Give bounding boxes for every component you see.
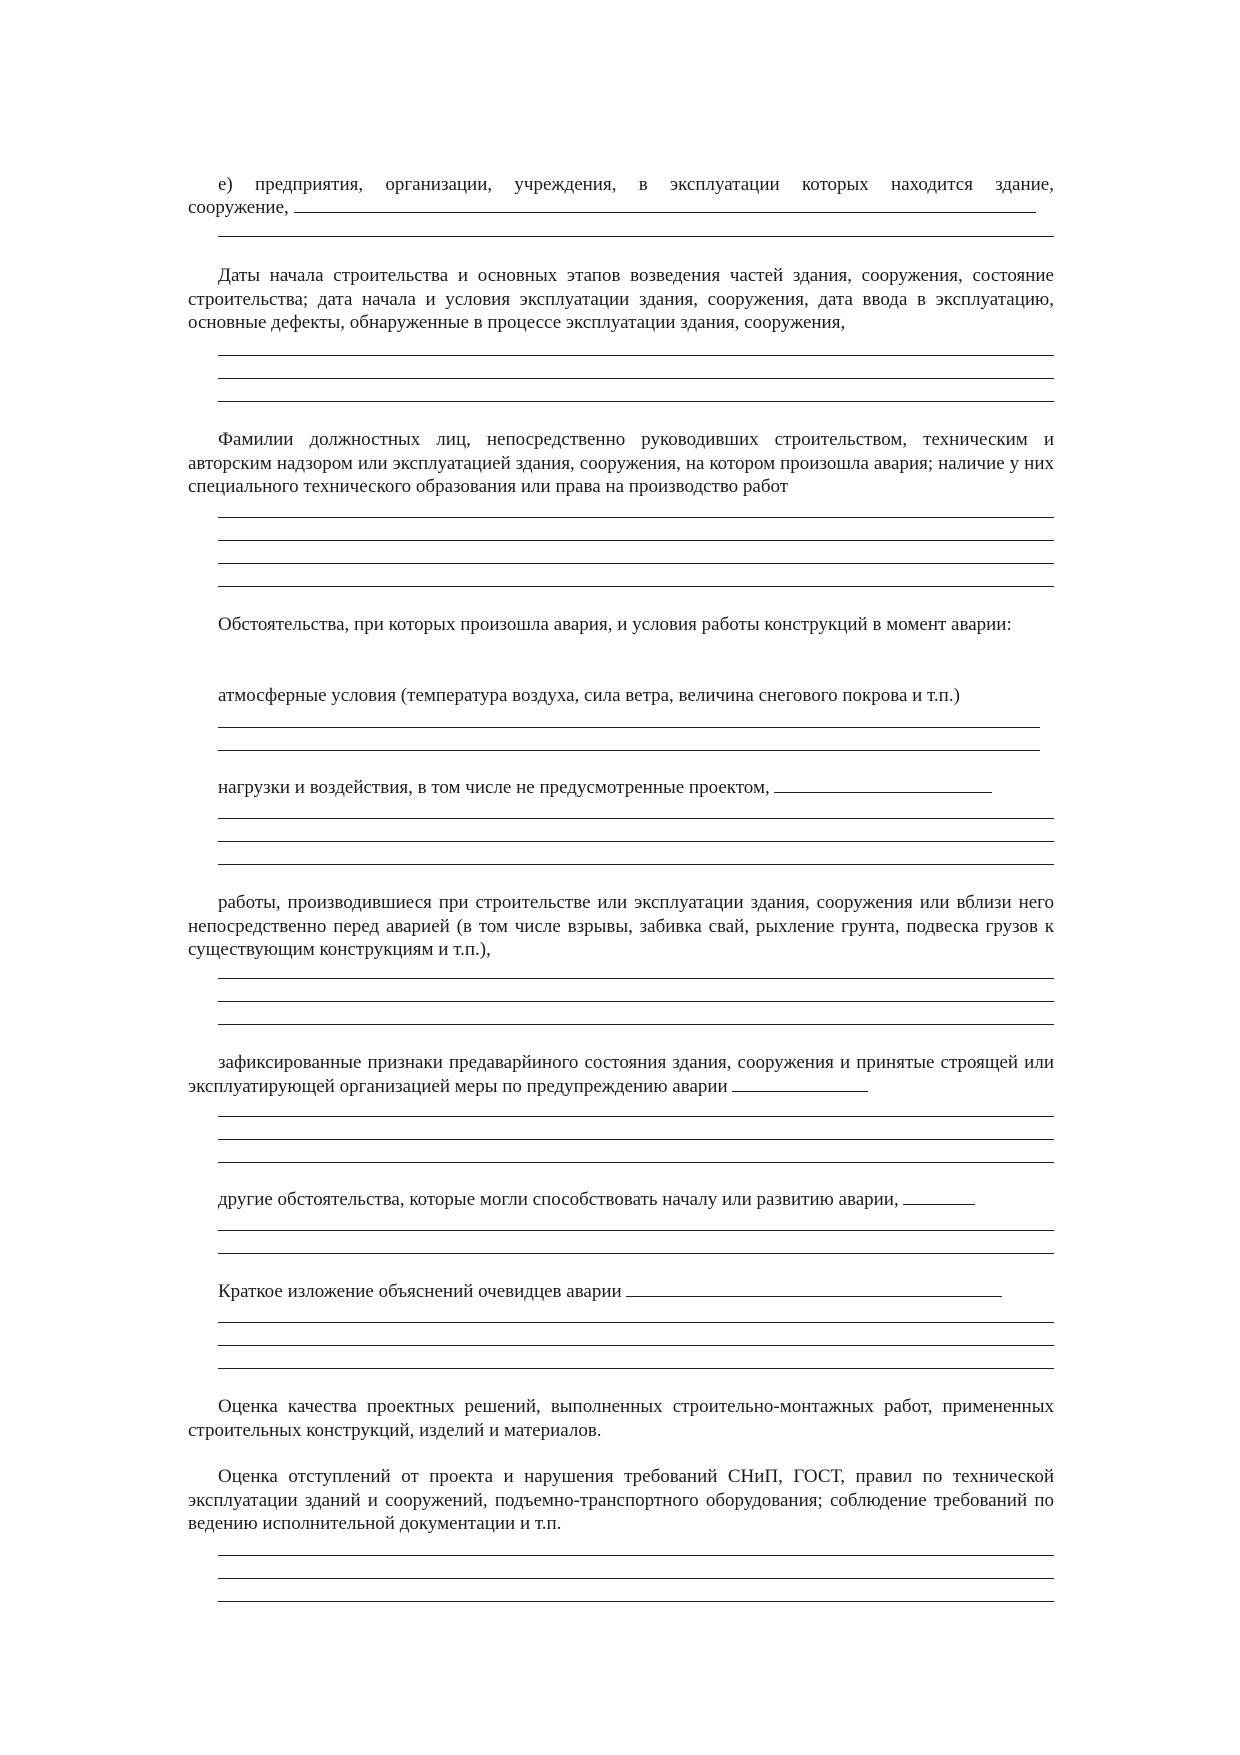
fill-line[interactable] xyxy=(218,1345,1054,1346)
fill-line[interactable] xyxy=(626,1280,1002,1297)
paragraph-text: Краткое изложение объяснений очевидцев аварии xyxy=(218,1281,622,1302)
fill-line[interactable] xyxy=(218,1555,1054,1556)
paragraph-text: Оценка отступлений от проекта и нарушения требований СНиП, ГОСТ, правил по технической эксплуатации зданий и сооружений, подъемно-транспортного оборудования; соблюдение требований по ведению исполнительной документации и т.п. xyxy=(188,1466,1054,1534)
fill-line[interactable] xyxy=(218,1230,1054,1231)
paragraph-text: Оценка качества проектных решений, выполненных строительно-монтажных работ, примененных строительных конструкций, изделий и материалов. xyxy=(188,1396,1054,1441)
fill-line[interactable] xyxy=(218,1139,1054,1140)
paragraph-text: Обстоятельства, при которых произошла авария, и условия работы конструкций в момент аварии: xyxy=(218,614,1012,635)
paragraph-text: сооружение, xyxy=(188,197,289,218)
fill-line[interactable] xyxy=(218,978,1054,979)
paragraph-text: Даты начала строительства и основных этапов возведения частей здания, сооружения, состояние строительства; дата начала и условия эксплуатации здания, сооружения, дата ввода в эксплуатацию, основные дефекты, обнаруженные в процессе эксплуатации здания, сооружения, xyxy=(188,265,1054,333)
fill-line[interactable] xyxy=(294,196,1036,213)
fill-line[interactable] xyxy=(903,1188,975,1205)
paragraph-accident-circumstances xyxy=(188,613,1054,637)
fill-line[interactable] xyxy=(218,727,1040,728)
paragraph-witness-statements xyxy=(188,1280,1054,1304)
fill-line[interactable] xyxy=(218,1368,1054,1369)
paragraph-weather-conditions xyxy=(188,684,1054,708)
paragraph-responsible-officials xyxy=(188,428,1054,499)
fill-line[interactable] xyxy=(218,864,1054,865)
fill-line[interactable] xyxy=(218,1024,1054,1025)
fill-line[interactable] xyxy=(732,1075,868,1092)
fill-line[interactable] xyxy=(218,1578,1054,1579)
fill-line[interactable] xyxy=(218,236,1054,237)
fill-line[interactable] xyxy=(218,355,1054,356)
fill-line[interactable] xyxy=(218,378,1054,379)
paragraph-construction-dates xyxy=(188,264,1054,335)
fill-line[interactable] xyxy=(218,1601,1054,1602)
paragraph-other-circumstances xyxy=(188,1188,1054,1212)
fill-line[interactable] xyxy=(218,1253,1054,1254)
paragraph-text: работы, производившиеся при строительстве или эксплуатации здания, сооружения или вблизи него непосредственно перед аварией (в том числе взрывы, забивка свай, рыхление грунта, подвеска грузов к существующим конструкциям и т.п.), xyxy=(188,892,1054,960)
paragraph-operating-organizations-cont xyxy=(188,196,1054,220)
fill-line[interactable] xyxy=(218,540,1054,541)
paragraph-text: нагрузки и воздействия, в том числе не предусмотренные проектом, xyxy=(218,777,770,798)
paragraph-works-performed xyxy=(188,891,1054,962)
paragraph-text: зафиксированные признаки предаварйиного состояния здания, сооружения и принятые строящей или эксплуатирующей организацией меры по предупреждению аварии xyxy=(188,1052,1054,1097)
fill-line[interactable] xyxy=(218,1322,1054,1323)
paragraph-text: атмосферные условия (температура воздуха, сила ветра, величина снегового покрова и т.п.) xyxy=(218,685,960,706)
fill-line[interactable] xyxy=(218,1001,1054,1002)
fill-line[interactable] xyxy=(218,1162,1054,1163)
paragraph-text: е) предприятия, организации, учреждения, в эксплуатации которых находится здание, xyxy=(218,174,1054,195)
fill-line[interactable] xyxy=(218,586,1054,587)
paragraph-text: Фамилии должностных лиц, непосредственно руководивших строительством, техническим и авторским надзором или эксплуатацией здания, сооружения, на котором произошла авария; наличие у них специального технического образования или права на производство работ xyxy=(188,429,1054,497)
paragraph-text: другие обстоятельства, которые могли способствовать началу или развитию аварии, xyxy=(218,1189,899,1210)
fill-line[interactable] xyxy=(218,517,1054,518)
fill-line[interactable] xyxy=(218,401,1054,402)
fill-line[interactable] xyxy=(774,776,992,793)
paragraph-quality-assessment xyxy=(188,1395,1054,1442)
paragraph-deviations-assessment xyxy=(188,1465,1054,1536)
fill-line[interactable] xyxy=(218,750,1040,751)
paragraph-loads xyxy=(188,776,1054,800)
fill-line[interactable] xyxy=(218,1116,1054,1117)
paragraph-operating-organizations xyxy=(188,173,1054,197)
fill-line[interactable] xyxy=(218,841,1054,842)
fill-line[interactable] xyxy=(218,563,1054,564)
fill-line[interactable] xyxy=(218,818,1054,819)
paragraph-pre-accident-signs xyxy=(188,1051,1054,1098)
